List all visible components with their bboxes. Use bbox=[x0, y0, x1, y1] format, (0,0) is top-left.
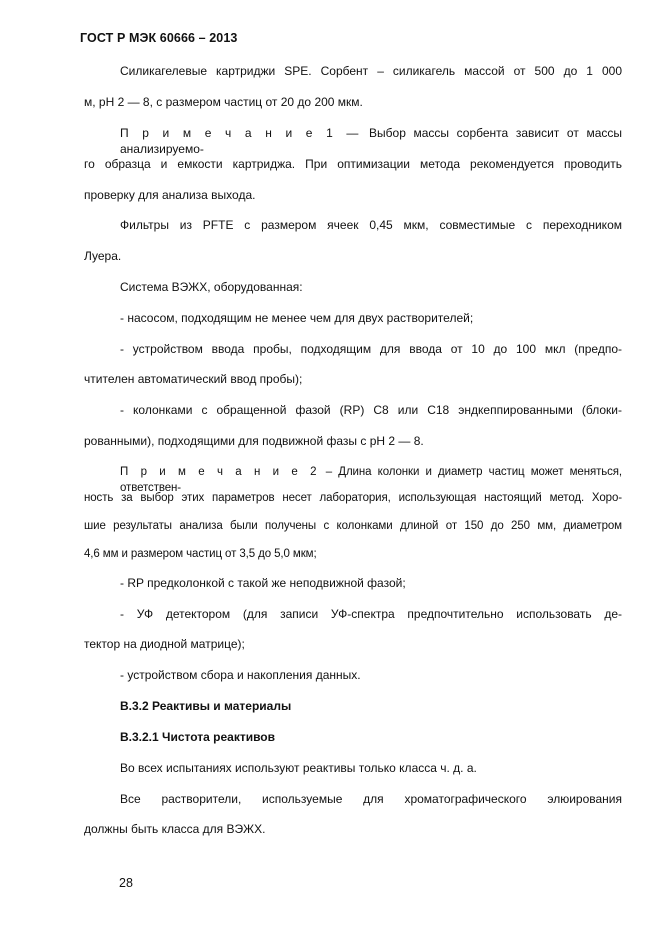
note2-text: – Длина колонки и диаметр частиц может меняться, ответствен- bbox=[120, 466, 622, 494]
section-heading-b321: B.3.2.1 Чистота реактивов bbox=[120, 730, 276, 744]
note1-label: П р и м е ч а н и е 1 — bbox=[120, 126, 362, 140]
page-number: 28 bbox=[119, 876, 133, 890]
note2-line3: шие результаты анализа были получены с колонками длиной от 150 до 250 мм, диаметром bbox=[84, 520, 622, 532]
note1-line3: проверку для анализа выхода. bbox=[84, 188, 256, 202]
note2-label: П р и м е ч а н и е 2 bbox=[120, 466, 320, 478]
list-item-columns-line1: - колонками с обращенной фазой (RP) C8 или C18 эндкеппированными (блоки- bbox=[120, 403, 622, 417]
list-item-injector-line1: - устройством ввода пробы, подходящим для ввода от 10 до 100 мкл (предпо- bbox=[120, 342, 622, 356]
list-item-uv-line2: тектор на диодной матрице); bbox=[84, 637, 245, 651]
note1-line1 bbox=[120, 125, 622, 156]
filters-line2: Луера. bbox=[84, 249, 122, 263]
note1-line2: го образца и емкости картриджа. При оптимизации метода рекомендуется проводить bbox=[84, 157, 622, 171]
solvents-line1: Все растворители, используемые для хроматографического элюирования bbox=[120, 792, 622, 806]
note2-line1 bbox=[120, 464, 622, 494]
list-item-columns-line2: рованными), подходящими для подвижной фазы с рН 2 — 8. bbox=[84, 434, 424, 448]
purity-text: Во всех испытаниях используют реактивы только класса ч. д. а. bbox=[120, 761, 477, 775]
list-item-precolumn: - RP предколонкой с такой же неподвижной фазой; bbox=[120, 576, 406, 590]
system-intro: Система ВЭЖХ, оборудованная: bbox=[120, 280, 303, 294]
list-item-uv-line1: - УФ детектором (для записи УФ-спектра предпочтительно использовать де- bbox=[120, 607, 622, 621]
list-item-pump: - насосом, подходящим не менее чем для двух растворителей; bbox=[120, 311, 474, 325]
filters-line1: Фильтры из PFTE с размером ячеек 0,45 мкм, совместимые с переходником bbox=[120, 218, 622, 232]
list-item-injector-line2: чтителен автоматический ввод пробы); bbox=[84, 372, 303, 386]
paragraph-cartridges-line1: Силикагелевые картриджи SPE. Сорбент – силикагель массой от 500 до 1 000 bbox=[120, 64, 622, 78]
note1-text: Выбор массы сорбента зависит от массы анализируемо- bbox=[120, 126, 622, 156]
document-header: ГОСТ Р МЭК 60666 – 2013 bbox=[80, 31, 238, 45]
section-heading-b32: B.3.2 Реактивы и материалы bbox=[120, 699, 292, 713]
solvents-line2: должны быть класса для ВЭЖХ. bbox=[84, 822, 266, 836]
note2-line4: 4,6 мм и размером частиц от 3,5 до 5,0 мкм; bbox=[84, 548, 317, 560]
paragraph-cartridges-line2: м, рН 2 — 8, с размером частиц от 20 до 200 мкм. bbox=[84, 95, 363, 109]
list-item-data: - устройством сбора и накопления данных. bbox=[120, 668, 361, 682]
note2-line2: ность за выбор этих параметров несет лаборатория, использующая настоящий метод. Хоро- bbox=[84, 492, 622, 504]
